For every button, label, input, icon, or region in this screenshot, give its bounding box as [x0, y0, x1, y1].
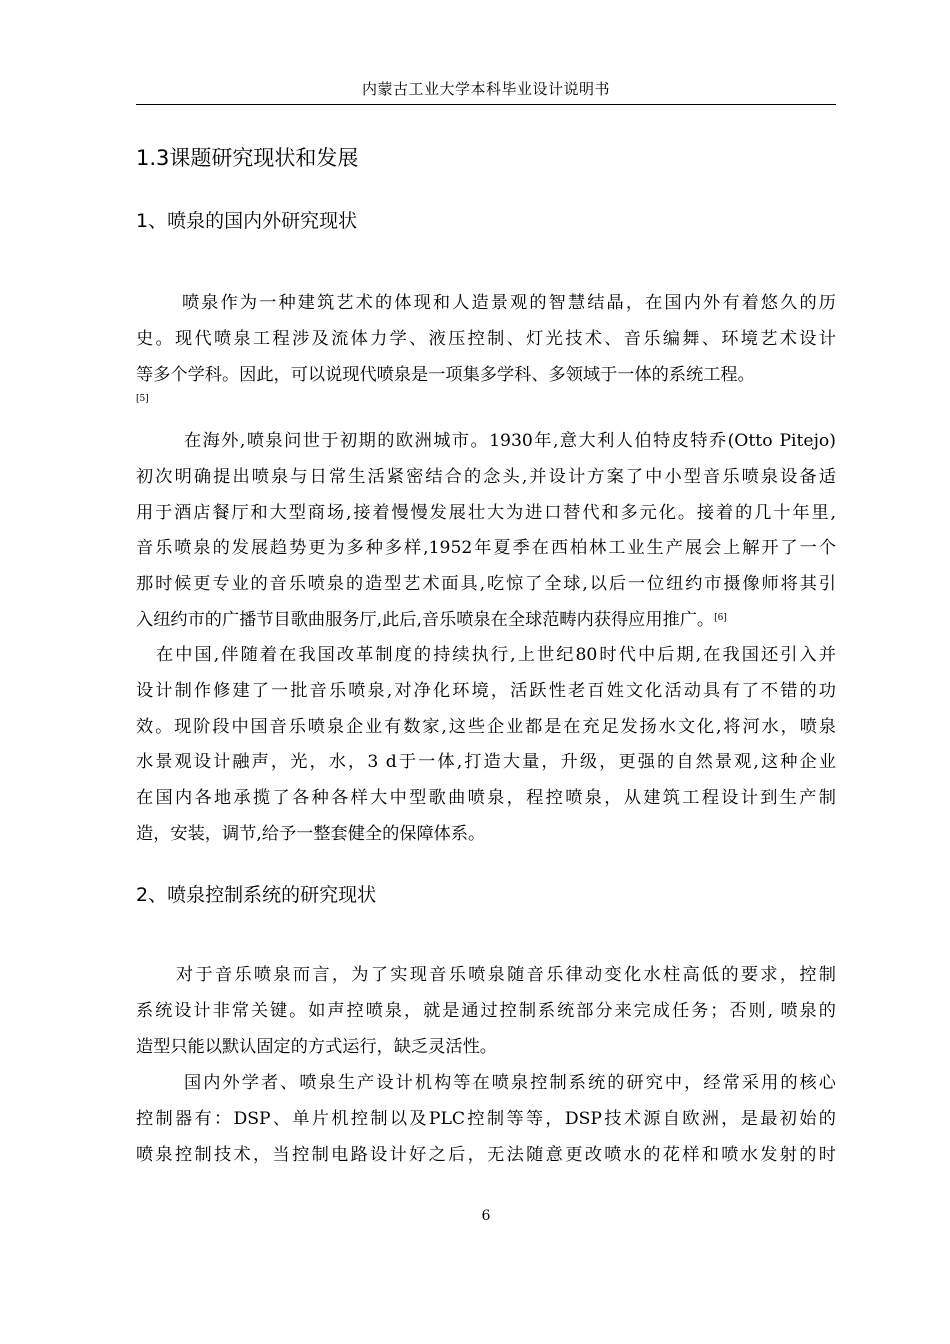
text-line: 在海外,喷泉问世于初期的欧洲城市。1930年,意大利人伯特皮特乔(Otto Pitejo)	[184, 431, 836, 451]
text-line: 等多个学科。因此，可以说现代喷泉是一项集多学科、多领域于一体的系统工程。	[136, 364, 755, 385]
paragraph-3	[136, 638, 836, 853]
text-line: 在中国,伴随着在我国改革制度的持续执行,上世纪80时代中后期,在我国还引入并	[156, 645, 836, 665]
text-line: 那时候更专业的音乐喷泉的造型艺术面具,吃惊了全球,以后一位纽约市摄像师将其引	[136, 574, 836, 595]
subsection-title-1: 1、喷泉的国内外研究现状	[136, 210, 358, 232]
text-line: 初次明确提出喷泉与日常生活紧密结合的念头,并设计方案了中小型音乐喷泉设备适	[136, 466, 836, 487]
citation-ref: [5]	[136, 394, 149, 405]
subsection-title-2: 2、喷泉控制系统的研究现状	[136, 884, 377, 906]
text-line: 用于酒店餐厅和大型商场,接着慢慢发展壮大为进口替代和多元化。接着的几十年里,	[136, 502, 836, 523]
paragraph-2	[136, 424, 836, 639]
text-line: 造型只能以默认固定的方式运行，缺乏灵活性。	[136, 1036, 497, 1057]
text-line: 入纽约市的广播节目歌曲服务厅,此后,音乐喷泉在全球范畴内获得应用推广。	[136, 609, 715, 630]
text-line: 对于音乐喷泉而言，为了实现音乐喷泉随音乐律动变化水柱高低的要求，控制	[176, 965, 836, 985]
page-number: 6	[481, 1208, 491, 1224]
paragraph-1	[136, 286, 836, 405]
header-rule	[136, 104, 836, 105]
text-line: 造，安装，调节,给予一整套健全的保障体系。	[136, 823, 486, 844]
text-line-with-ref	[136, 603, 836, 639]
text-line: 国内外学者、喷泉生产设计机构等在喷泉控制系统的研究中，经常采用的核心	[184, 1073, 836, 1093]
text-line: 在国内各地承揽了各种各样大中型歌曲喷泉，程控喷泉，从建筑工程设计到生产制	[136, 788, 836, 809]
paragraph-5	[136, 1066, 836, 1173]
text-line: 系统设计非常关键。如声控喷泉，就是通过控制系统部分来完成任务；否则, 喷泉的	[136, 1000, 836, 1021]
paragraph-4	[136, 958, 836, 1065]
text-line: 史。现代喷泉工程涉及流体力学、液压控制、灯光技术、音乐编舞、环境艺术设计	[136, 328, 836, 349]
text-line: 喷泉控制技术，当控制电路设计好之后，无法随意更改喷水的花样和喷水发射的时	[136, 1144, 836, 1165]
section-title: 1.3课题研究现状和发展	[136, 146, 359, 170]
text-line: 水景观设计融声，光，水，3 d于一体,打造大量，升级，更强的自然景观,这种企业	[136, 752, 836, 773]
text-line: 设计制作修建了一批音乐喷泉,对净化环境，活跃性老百姓文化活动具有了不错的功	[136, 680, 836, 701]
text-line: 效。现阶段中国音乐喷泉企业有数家,这些企业都是在充足发扬水文化,将河水，喷泉	[136, 716, 836, 737]
page-header: 内蒙古工业大学本科毕业设计说明书	[361, 80, 610, 98]
text-line: 喷泉作为一种建筑艺术的体现和人造景观的智慧结晶，在国内外有着悠久的历	[182, 293, 836, 313]
text-line: 控制器有：DSP、单片机控制以及PLC控制等等，DSP技术源自欧洲，是最初始的	[136, 1108, 836, 1129]
citation-ref: [6]	[714, 612, 727, 623]
text-line: 音乐喷泉的发展趋势更为多种多样,1952年夏季在西柏林工业生产展会上解开了一个	[136, 538, 836, 559]
